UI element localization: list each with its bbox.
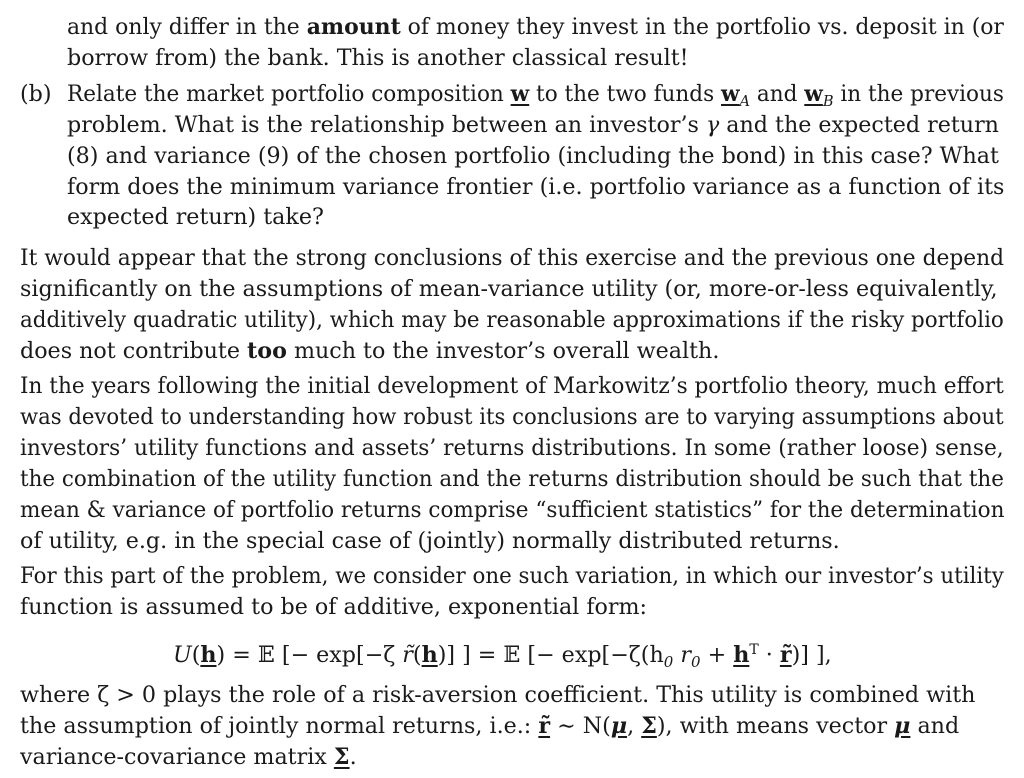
text-span: of money they invest in the portfolio vs. deposit in (or [400,14,1004,40]
vector-wb: w [804,81,823,107]
part-a-line-1 [67,12,1004,42]
text-span: does not contribute [20,338,248,364]
part-a-line-2: borrow from) the bank. This is another classical result! [67,45,689,71]
subscript-0: 0 [663,653,674,671]
para2-line-4: the combination of the utility function and the returns distribution should be such that the [20,466,1004,492]
para2-line-5: mean & variance of portfolio returns comprise “sufficient statistics” for the determination [20,497,1005,523]
subscript-a: A [739,92,751,110]
para1-line-3: additively quadratic utility), which may be reasonable approximations if the risky portfolio [20,307,1004,333]
vector-w: w [510,81,530,107]
text-span: + [700,642,734,668]
gamma-symbol: γ [705,112,720,138]
text-span: )] ] = 𝔼 [− exp[−ζ(h [437,642,664,668]
bold-amount: amount [306,14,401,40]
superscript-t: T [749,642,759,658]
part-b-line-3: (8) and variance (9) of the chosen portfolio (including the bond) in this case? What [67,143,999,169]
text-span: in the previous [833,81,1004,107]
para2-line-3: investors’ utility functions and assets’ returns distributions. In some (rather loose) sense, [20,435,1004,461]
para4-line-3 [20,742,357,772]
text-span: and [750,81,805,107]
part-b-label: (b) [20,81,52,107]
vector-mu: μ [610,713,628,739]
para3-line-2: function is assumed to be of additive, exponential form: [20,594,648,620]
part-b-line-5: expected return) take? [67,204,324,230]
text-span: problem. What is the relationship between an investor’s [67,112,706,138]
para1-line-1: It would appear that the strong conclusions of this exercise and the previous one depend [20,245,1005,271]
part-b-line-2 [67,110,999,140]
symbol-r: r [673,642,691,668]
para3-line-1: For this part of the problem, we consider one such variation, in which our investor’s utility [20,563,1004,589]
para2-line-2: was devoted to understanding how robust its conclusions are to varying assumptions about [20,404,1004,430]
matrix-sigma: Σ [333,744,350,770]
para1-line-2: significantly on the assumptions of mean-variance utility (or, more-or-less equivalently, [20,276,998,302]
para2-line-1: In the years following the initial development of Markowitz’s portfolio theory, much effort [20,373,1004,399]
para2-line-6: of utility, e.g. in the special case of (jointly) normally distributed returns. [20,528,840,554]
text-span: ), with means vector [656,713,895,739]
text-span: to the two funds [529,81,722,107]
part-b-line-4: form does the minimum variance frontier (i.e. portfolio variance as a function of its [67,174,1005,200]
text-span: ) = 𝔼 [− exp[−ζ [216,642,403,668]
vector-h: h [733,642,750,668]
bold-too: too [247,338,287,364]
para4-line-1: where ζ > 0 plays the role of a risk-aversion coefficient. This utility is combined with [20,682,976,708]
utility-equation: U(h) = 𝔼 [− exp[−ζ r̃(h)] ] = 𝔼 [− $\exp[-\zeta(h_0$ $r_0 + h^T$ · r̃)] ], [173,642,832,671]
para1-line-4 [20,336,719,366]
vector-r-tilde: r̃ [779,642,792,668]
text-span: the assumption of jointly normal returns, i.e.: [20,713,539,739]
vector-mu: μ [894,713,911,739]
vector-r-tilde: r̃ [538,713,551,739]
text-span: Relate the market portfolio composition [67,81,511,107]
subscript-0: 0 [690,653,701,671]
text-span: . [349,744,357,770]
para4-line-2 [20,711,959,741]
symbol-u: U [173,642,192,668]
symbol-r-tilde: r̃ [402,642,413,668]
vector-wa: w [721,81,740,107]
text-span: ( [412,642,422,668]
subscript-b: B [822,92,834,110]
text-span: and [910,713,960,739]
text-span: variance-covariance matrix [20,744,334,770]
vector-h: h [421,642,438,668]
text-span: and the expected return [719,112,999,138]
vector-h: h [200,642,217,668]
text-span: and only differ in the [67,14,307,40]
text-span: · [758,642,780,668]
matrix-sigma: Σ [641,713,657,739]
text-span: much to the investor’s overall wealth. [286,338,720,364]
text-span: , [627,713,642,739]
text-span: )] ], [791,642,832,668]
text-span: ∼ N( [550,713,611,739]
